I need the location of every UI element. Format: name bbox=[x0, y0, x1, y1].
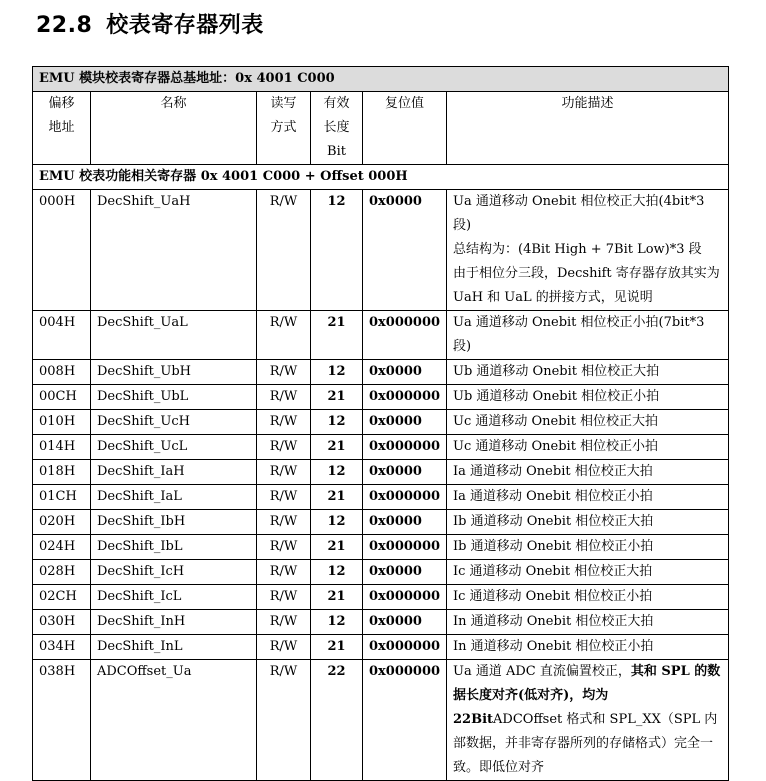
description-cell bbox=[447, 435, 729, 460]
offset-cell: 038H bbox=[33, 660, 91, 781]
offset-cell: 008H bbox=[33, 360, 91, 385]
bits-cell: 21 bbox=[311, 585, 363, 610]
offset-cell: 030H bbox=[33, 610, 91, 635]
table-row bbox=[33, 360, 729, 385]
bits-cell: 12 bbox=[311, 410, 363, 435]
name-cell: DecShift_UcH bbox=[91, 410, 257, 435]
table-row bbox=[33, 460, 729, 485]
description-line: In 通道移动 Onebit 相位校正小拍 bbox=[453, 639, 654, 654]
table-row bbox=[33, 560, 729, 585]
description-line: Ib 通道移动 Onebit 相位校正大拍 bbox=[453, 514, 654, 529]
offset-cell: 014H bbox=[33, 435, 91, 460]
description-line: Ia 通道移动 Onebit 相位校正小拍 bbox=[453, 489, 653, 504]
rw-cell: R/W bbox=[257, 485, 311, 510]
table-row bbox=[33, 510, 729, 535]
table-row bbox=[33, 311, 729, 360]
offset-cell: 01CH bbox=[33, 485, 91, 510]
description-cell bbox=[447, 635, 729, 660]
table-row bbox=[33, 585, 729, 610]
bits-cell: 12 bbox=[311, 510, 363, 535]
offset-cell: 028H bbox=[33, 560, 91, 585]
reset-cell: 0x0000 bbox=[363, 510, 447, 535]
header-bits: 有效 长度 Bit bbox=[311, 92, 363, 165]
reset-cell: 0x000000 bbox=[363, 535, 447, 560]
bits-cell: 12 bbox=[311, 190, 363, 311]
description-line: 由于相位分三段，Decshift 寄存器存放其实为 bbox=[453, 266, 720, 281]
table-row bbox=[33, 485, 729, 510]
bits-cell: 12 bbox=[311, 560, 363, 585]
description-part: 其和 SPL 的数据长度对齐(低对齐)，均为 22Bit bbox=[453, 664, 721, 727]
description-line: Ub 通道移动 Onebit 相位校正小拍 bbox=[453, 389, 660, 404]
name-cell: DecShift_IbH bbox=[91, 510, 257, 535]
description-cell bbox=[447, 660, 729, 781]
reset-cell: 0x000000 bbox=[363, 635, 447, 660]
name-cell: DecShift_IcL bbox=[91, 585, 257, 610]
offset-cell: 00CH bbox=[33, 385, 91, 410]
offset-cell: 020H bbox=[33, 510, 91, 535]
offset-cell: 018H bbox=[33, 460, 91, 485]
base-address-label: EMU 模块校表寄存器总基地址：0x 4001 C000 bbox=[33, 67, 729, 92]
rw-cell: R/W bbox=[257, 311, 311, 360]
bits-cell: 12 bbox=[311, 360, 363, 385]
description-cell bbox=[447, 510, 729, 535]
bits-cell: 21 bbox=[311, 311, 363, 360]
rw-cell: R/W bbox=[257, 510, 311, 535]
rw-cell: R/W bbox=[257, 585, 311, 610]
rw-cell: R/W bbox=[257, 560, 311, 585]
description-line: 总结构为：(4Bit High + 7Bit Low)*3 段 bbox=[453, 242, 702, 257]
table-row bbox=[33, 635, 729, 660]
header-rw: 读写 方式 bbox=[257, 92, 311, 165]
reset-cell: 0x000000 bbox=[363, 385, 447, 410]
bits-cell: 21 bbox=[311, 485, 363, 510]
rw-cell: R/W bbox=[257, 190, 311, 311]
bits-cell: 12 bbox=[311, 610, 363, 635]
name-cell: DecShift_InL bbox=[91, 635, 257, 660]
description-line: Uc 通道移动 Onebit 相位校正大拍 bbox=[453, 414, 659, 429]
offset-cell: 024H bbox=[33, 535, 91, 560]
reset-cell: 0x0000 bbox=[363, 360, 447, 385]
reset-cell: 0x000000 bbox=[363, 660, 447, 781]
description-line: Ua 通道移动 Onebit 相位校正大拍(4bit*3 段) bbox=[453, 194, 705, 233]
offset-cell: 004H bbox=[33, 311, 91, 360]
description-cell bbox=[447, 360, 729, 385]
offset-cell: 010H bbox=[33, 410, 91, 435]
name-cell: DecShift_IcH bbox=[91, 560, 257, 585]
description-line: In 通道移动 Onebit 相位校正大拍 bbox=[453, 614, 654, 629]
rw-cell: R/W bbox=[257, 610, 311, 635]
header-offset: 偏移 地址 bbox=[33, 92, 91, 165]
base-address-row bbox=[33, 67, 729, 92]
reset-cell: 0x000000 bbox=[363, 585, 447, 610]
section-band-label: EMU 校表功能相关寄存器 0x 4001 C000 + Offset 000H bbox=[33, 165, 729, 190]
description-cell bbox=[447, 535, 729, 560]
header-description: 功能描述 bbox=[447, 92, 729, 165]
offset-cell: 000H bbox=[33, 190, 91, 311]
description-line: Ub 通道移动 Onebit 相位校正大拍 bbox=[453, 364, 660, 379]
table-row bbox=[33, 410, 729, 435]
description-line: Ua 通道移动 Onebit 相位校正小拍(7bit*3 段) bbox=[453, 315, 705, 354]
reset-cell: 0x0000 bbox=[363, 460, 447, 485]
bits-cell: 12 bbox=[311, 460, 363, 485]
description-cell bbox=[447, 311, 729, 360]
rw-cell: R/W bbox=[257, 660, 311, 781]
description-cell bbox=[447, 585, 729, 610]
description-line: Ib 通道移动 Onebit 相位校正小拍 bbox=[453, 539, 654, 554]
reset-cell: 0x0000 bbox=[363, 610, 447, 635]
description-cell bbox=[447, 385, 729, 410]
description-line: Ia 通道移动 Onebit 相位校正大拍 bbox=[453, 464, 653, 479]
name-cell: DecShift_UbL bbox=[91, 385, 257, 410]
description-cell bbox=[447, 190, 729, 311]
name-cell: DecShift_UcL bbox=[91, 435, 257, 460]
name-cell: DecShift_UbH bbox=[91, 360, 257, 385]
offset-cell: 02CH bbox=[33, 585, 91, 610]
description-part: ADCOffset 格式和 SPL_XX（SPL 内部数据，并非寄存器所列的存储格式）完全一致。即低位对齐 bbox=[453, 712, 718, 775]
bits-cell: 21 bbox=[311, 435, 363, 460]
rw-cell: R/W bbox=[257, 460, 311, 485]
description-line: Ic 通道移动 Onebit 相位校正大拍 bbox=[453, 564, 653, 579]
description-cell bbox=[447, 560, 729, 585]
name-cell: ADCOffset_Ua bbox=[91, 660, 257, 781]
reset-cell: 0x000000 bbox=[363, 311, 447, 360]
rw-cell: R/W bbox=[257, 385, 311, 410]
reset-cell: 0x000000 bbox=[363, 485, 447, 510]
description-cell bbox=[447, 610, 729, 635]
register-table bbox=[32, 66, 729, 781]
bits-cell: 21 bbox=[311, 385, 363, 410]
rw-cell: R/W bbox=[257, 410, 311, 435]
table-row bbox=[33, 610, 729, 635]
name-cell: DecShift_IbL bbox=[91, 535, 257, 560]
section-heading bbox=[36, 8, 264, 39]
header-name: 名称 bbox=[91, 92, 257, 165]
description-cell bbox=[447, 485, 729, 510]
offset-cell: 034H bbox=[33, 635, 91, 660]
reset-cell: 0x0000 bbox=[363, 410, 447, 435]
table-row bbox=[33, 435, 729, 460]
bits-cell: 21 bbox=[311, 535, 363, 560]
reset-cell: 0x000000 bbox=[363, 435, 447, 460]
description-cell bbox=[447, 410, 729, 435]
rw-cell: R/W bbox=[257, 435, 311, 460]
rw-cell: R/W bbox=[257, 635, 311, 660]
reset-cell: 0x0000 bbox=[363, 560, 447, 585]
bits-cell: 22 bbox=[311, 660, 363, 781]
rw-cell: R/W bbox=[257, 535, 311, 560]
description-part: Ua 通道 ADC 直流偏置校正， bbox=[453, 664, 631, 679]
description-line: Ic 通道移动 Onebit 相位校正小拍 bbox=[453, 589, 653, 604]
rw-cell: R/W bbox=[257, 360, 311, 385]
section-number: 22.8 bbox=[36, 13, 93, 38]
name-cell: DecShift_IaH bbox=[91, 460, 257, 485]
section-title: 校表寄存器列表 bbox=[106, 13, 264, 38]
name-cell: DecShift_IaL bbox=[91, 485, 257, 510]
table-row bbox=[33, 660, 729, 781]
reset-cell: 0x0000 bbox=[363, 190, 447, 311]
description-line: Uc 通道移动 Onebit 相位校正小拍 bbox=[453, 439, 659, 454]
table-row bbox=[33, 535, 729, 560]
name-cell: DecShift_UaL bbox=[91, 311, 257, 360]
section-band-row bbox=[33, 165, 729, 190]
table-row bbox=[33, 190, 729, 311]
name-cell: DecShift_InH bbox=[91, 610, 257, 635]
name-cell: DecShift_UaH bbox=[91, 190, 257, 311]
table-row bbox=[33, 385, 729, 410]
description-line: UaH 和 UaL 的拼接方式，见说明 bbox=[453, 290, 653, 305]
header-reset: 复位值 bbox=[363, 92, 447, 165]
description-cell bbox=[447, 460, 729, 485]
header-row bbox=[33, 92, 729, 165]
bits-cell: 21 bbox=[311, 635, 363, 660]
